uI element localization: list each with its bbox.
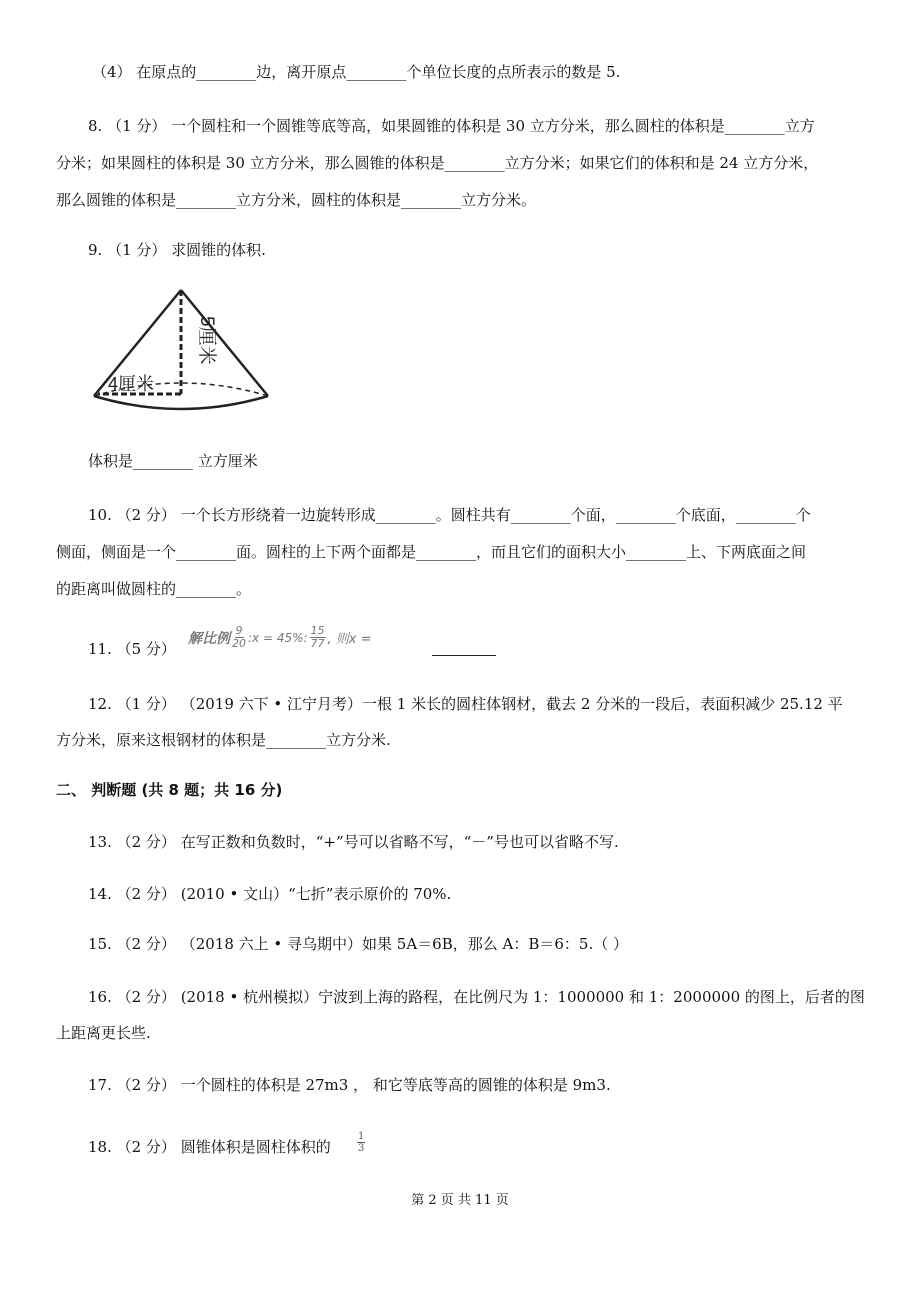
ratio-equation-image (188, 625, 372, 650)
text-line-q11: 11. （5 分） (88, 640, 176, 658)
ratio-middle: :x = 45%: (248, 630, 308, 645)
cone-right-edge (181, 290, 268, 396)
text-line-q13: 13. （2 分） 在写正数和负数时，“+”号可以省略不写，“－”号也可以省略不写. (88, 833, 619, 851)
text-line-q18: 18. （2 分） 圆锥体积是圆柱体积的 (88, 1138, 331, 1156)
text-line-q10-c: 的距离叫做圆柱的________。 (56, 580, 252, 598)
cone-radius-label: 4厘米 (108, 374, 155, 394)
ratio-frac1-num: 9 (235, 624, 243, 637)
section-heading-judgment: 二、 判断题 (共 8 题；共 16 分) (56, 781, 283, 799)
text-line-q9-answer: 体积是________ 立方厘米 (88, 452, 258, 470)
text-line-q9: 9. （1 分） 求圆锥的体积. (88, 241, 266, 259)
ratio-frac1-den: 20 (232, 637, 246, 650)
text-line-q10-b: 侧面，侧面是一个________面。圆柱的上下两个面都是________，而且它们的面积大小________上、下两底面之间 (56, 543, 807, 561)
text-line-q12-b: 方分米，原来这根钢材的体积是________立方分米. (56, 731, 391, 749)
text-line-q8-c: 那么圆锥的体积是________立方分米，圆柱的体积是________立方分米。 (56, 191, 537, 209)
text-line-q16-b: 上距离更长些. (56, 1024, 151, 1042)
ratio-frac2-num: 15 (310, 624, 325, 637)
one-third-num: 1 (358, 1131, 365, 1142)
text-line-q12-a: 12. （1 分） （2019 六下 • 江宁月考）一根 1 米长的圆柱体钢材，截去 2 分米的一段后，表面积减少 25.12 平 (88, 695, 843, 713)
text-line-q14: 14. （2 分） (2010 • 文山）“七折”表示原价的 70%. (88, 885, 452, 903)
cone-figure (88, 284, 348, 424)
text-line-q8-b: 分米；如果圆柱的体积是 30 立方分米，那么圆锥的体积是________立方分米；如果它们的体积和是 24 立方分米， (56, 154, 819, 172)
ratio-prefix: 解比例 (188, 630, 230, 647)
text-line-q17: 17. （2 分） 一个圆柱的体积是 27m3 ， 和它等底等高的圆锥的体积是 9m3. (88, 1076, 611, 1094)
cone-height-label: 5厘米 (196, 316, 217, 365)
q11-answer-blank (432, 655, 496, 656)
cone-base-front (94, 396, 268, 409)
text-line-q8-a: 8. （1 分） 一个圆柱和一个圆锥等底等高，如果圆锥的体积是 30 立方分米，那么圆柱的体积是________立方 (88, 117, 815, 135)
text-line-q10-a: 10. （2 分） 一个长方形绕着一边旋转形成________。圆柱共有________个面，________个底面，________个 (88, 506, 811, 524)
ratio-fraction-1 (232, 625, 246, 650)
page-footer: 第 2 页 共 11 页 (411, 1193, 509, 1208)
one-third-den: 3 (358, 1143, 365, 1154)
one-third-fraction (357, 1131, 365, 1154)
ratio-fraction-2 (310, 625, 326, 650)
text-line-q15: 15. （2 分） （2018 六上 • 寻乌期中）如果 5A＝6B，那么 A：B＝6：5.（ ） (88, 935, 628, 953)
ratio-frac2-den: 77 (310, 637, 325, 650)
ratio-suffix: , 则x = (327, 632, 372, 647)
text-line-q7-4: （4） 在原点的________边，离开原点________个单位长度的点所表示的数是 5. (92, 63, 621, 81)
text-line-q16-a: 16. （2 分） (2018 • 杭州模拟）宁波到上海的路程，在比例尺为 1：1000000 和 1：2000000 的图上，后者的图 (88, 988, 865, 1006)
